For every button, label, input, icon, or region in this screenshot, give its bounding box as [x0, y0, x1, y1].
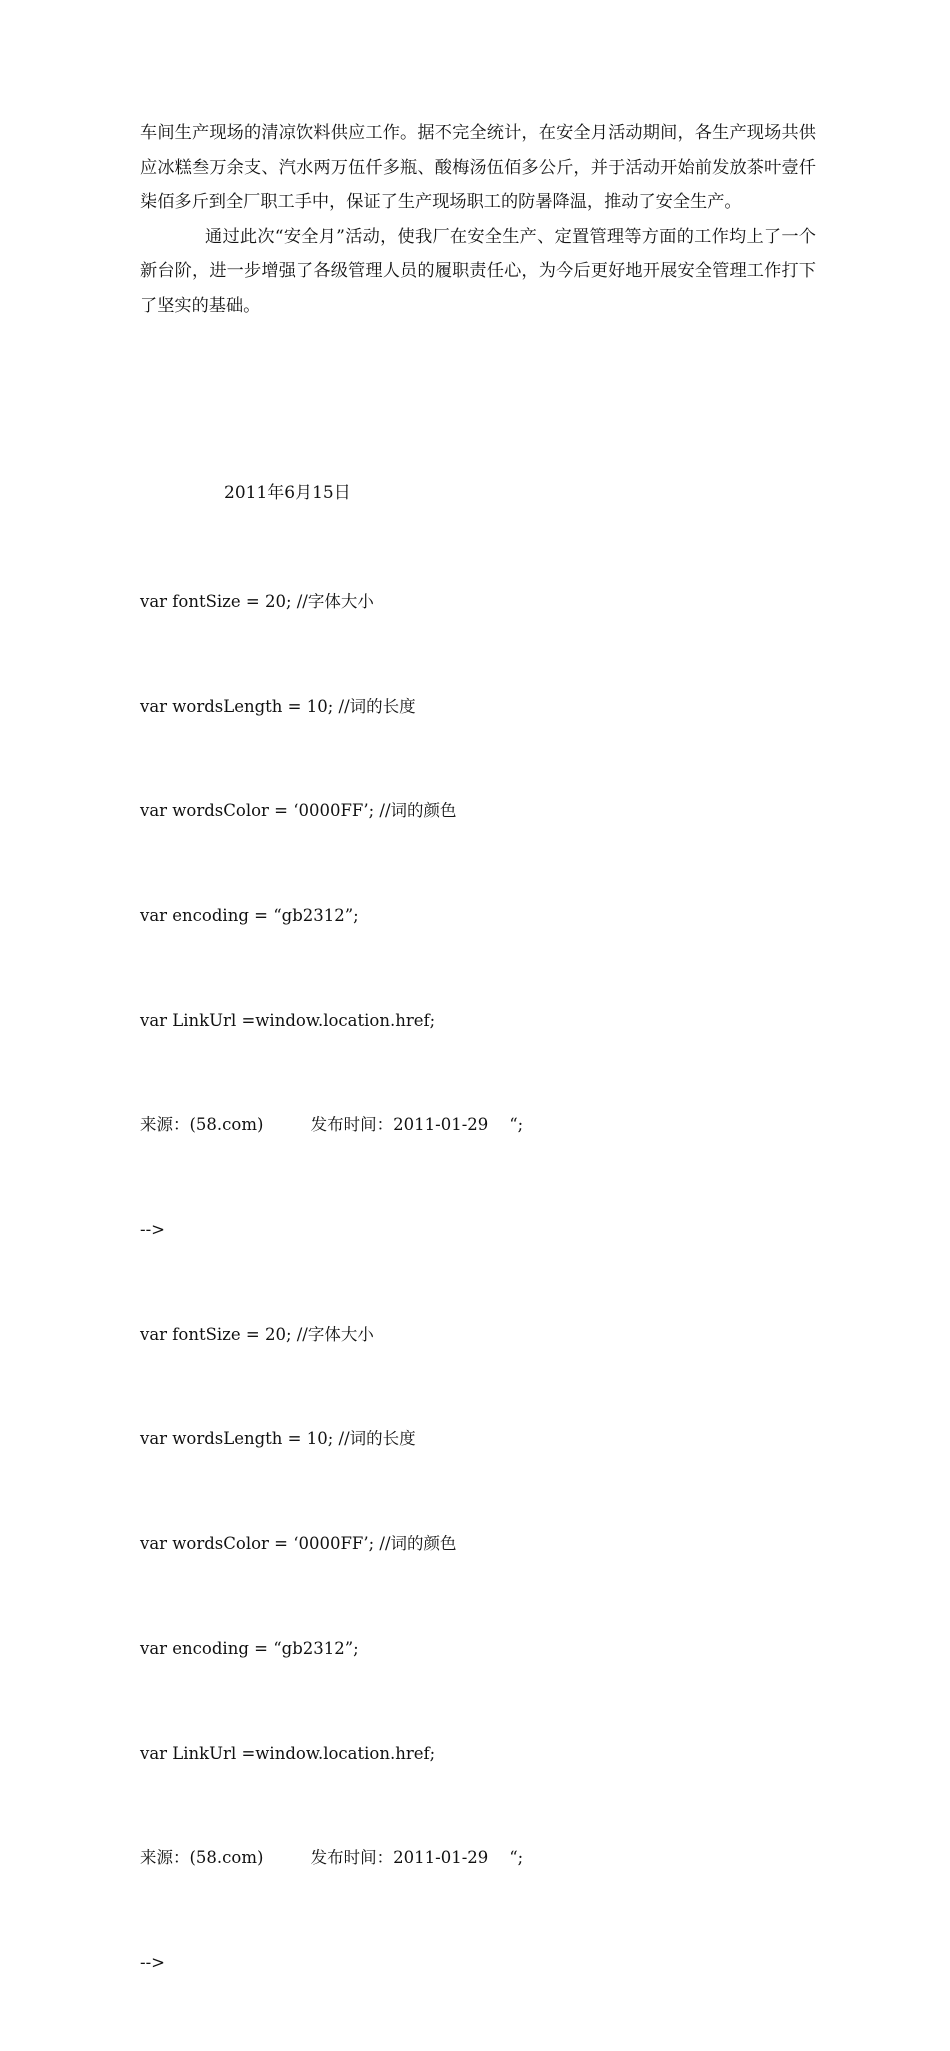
source-line: 来源：(58.com) 发布时间：2011-01-29 “; [140, 1848, 524, 1868]
paragraph-1: 车间生产现场的清凉饮料供应工作。据不完全统计，在安全月活动期间，各生产现场共供应冰糕叁万余支、汽水两万伍仟多瓶、酸梅汤伍佰多公斤，并于活动开始前发放茶叶壹仟柒佰多斤到全厂职工手中，保证了生产现场职工的防暑降温，推动了安全生产。 [140, 123, 816, 212]
code-block [140, 515, 523, 2051]
code-line: var wordsColor = ‘0000FF’; //词的颜色 [140, 801, 457, 821]
code-line: var encoding = “gb2312”; [140, 905, 359, 925]
code-line: var encoding = “gb2312”; [140, 1638, 359, 1658]
code-line: var wordsLength = 10; //词的长度 [140, 696, 416, 716]
source-line: 来源：(58.com) 发布时间：2011-01-29 “; [140, 1115, 524, 1135]
comment-end-line: --> [140, 1952, 165, 1972]
code-line: var fontSize = 20; //字体大小 [140, 1324, 374, 1344]
paragraph-2: 通过此次“安全月”活动，使我厂在安全生产、定置管理等方面的工作均上了一个新台阶，进一步增强了各级管理人员的履职责任心，为今后更好地开展安全管理工作打下了坚实的基础。 [140, 226, 816, 316]
code-line: var fontSize = 20; //字体大小 [140, 591, 374, 611]
body-text [140, 116, 816, 323]
code-line: var wordsLength = 10; //词的长度 [140, 1429, 416, 1449]
date-line: 2011年6月15日 [224, 483, 351, 503]
code-line: var wordsColor = ‘0000FF’; //词的颜色 [140, 1534, 457, 1554]
comment-end-line: --> [140, 1220, 165, 1240]
code-line: var LinkUrl =window.location.href; [140, 1743, 436, 1763]
code-line: var LinkUrl =window.location.href; [140, 1010, 436, 1030]
